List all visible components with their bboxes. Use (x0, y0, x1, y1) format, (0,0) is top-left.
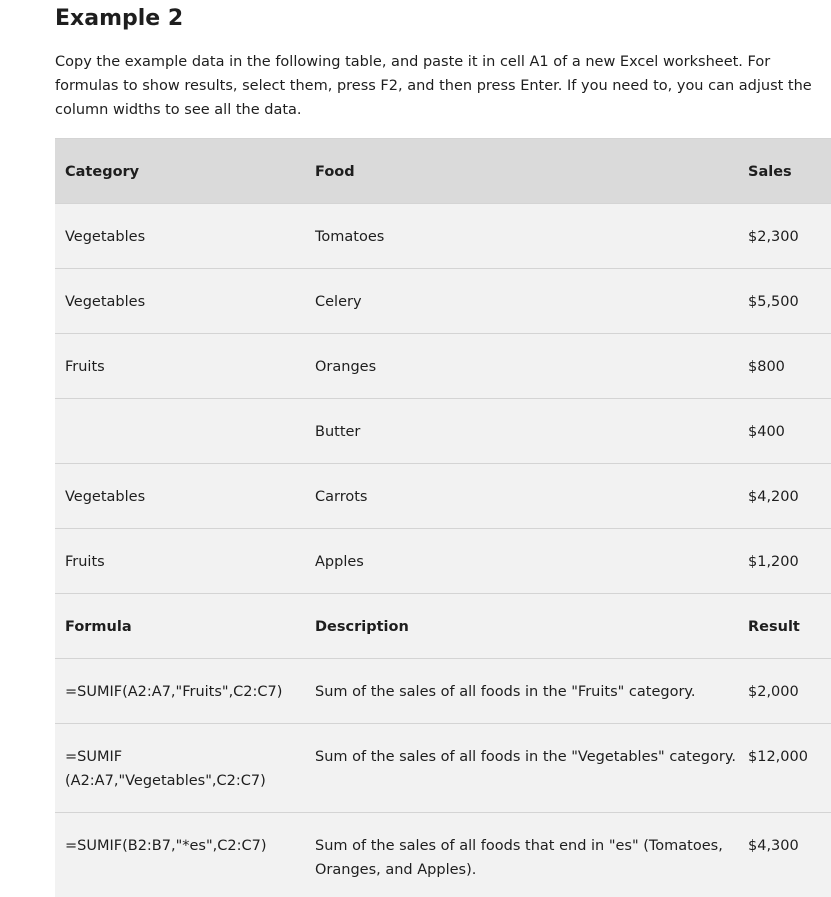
section-title: Example 2 (55, 6, 184, 31)
cell-description: Sum of the sales of all foods in the "Fruits" category. (305, 659, 748, 724)
cell-sales: $2,300 (748, 204, 831, 269)
cell-result: $2,000 (748, 659, 831, 724)
table-row (55, 334, 831, 399)
column-header-category: Category (55, 139, 305, 204)
cell-formula: =SUMIF (A2:A7,"Vegetables",C2:C7) (55, 724, 305, 813)
table-row (55, 529, 831, 594)
table-header-row (55, 139, 831, 204)
cell-food: Tomatoes (305, 204, 748, 269)
cell-description: Sum of the sales of all foods in the "Vegetables" category. (305, 724, 748, 813)
cell-formula: =SUMIF(A2:A7,"Fruits",C2:C7) (55, 659, 305, 724)
cell-food: Apples (305, 529, 748, 594)
table-row (55, 399, 831, 464)
cell-sales: $1,200 (748, 529, 831, 594)
cell-food: Celery (305, 269, 748, 334)
cell-category: Vegetables (55, 269, 305, 334)
cell-sales: $5,500 (748, 269, 831, 334)
intro-paragraph: Copy the example data in the following table, and paste it in cell A1 of a new Excel worksheet. For formulas to show results, select them, press F2, and then press Enter. If you need to, you can adjust the column widths to see all the data. (55, 54, 812, 118)
table-row (55, 464, 831, 529)
table-row (55, 204, 831, 269)
cell-category (55, 399, 305, 464)
cell-result: $4,300 (748, 813, 831, 897)
column-header-sales: Sales (748, 139, 831, 204)
cell-formula: =SUMIF(B2:B7,"*es",C2:C7) (55, 813, 305, 897)
column-header-food: Food (305, 139, 748, 204)
cell-category: Fruits (55, 334, 305, 399)
cell-food: Butter (305, 399, 748, 464)
column-header-description: Description (305, 594, 748, 659)
cell-category: Vegetables (55, 464, 305, 529)
example-data-table (55, 138, 831, 897)
formula-row (55, 659, 831, 724)
cell-description: Sum of the sales of all foods that end in "es" (Tomatoes, Oranges, and Apples). (305, 813, 748, 897)
cell-result: $12,000 (748, 724, 831, 813)
formula-row (55, 724, 831, 813)
cell-category: Vegetables (55, 204, 305, 269)
cell-food: Carrots (305, 464, 748, 529)
cell-food: Oranges (305, 334, 748, 399)
column-header-formula: Formula (55, 594, 305, 659)
table-row (55, 269, 831, 334)
column-header-result: Result (748, 594, 831, 659)
cell-sales: $800 (748, 334, 831, 399)
cell-category: Fruits (55, 529, 305, 594)
cell-sales: $4,200 (748, 464, 831, 529)
formula-header-row (55, 594, 831, 659)
cell-sales: $400 (748, 399, 831, 464)
formula-row (55, 813, 831, 897)
